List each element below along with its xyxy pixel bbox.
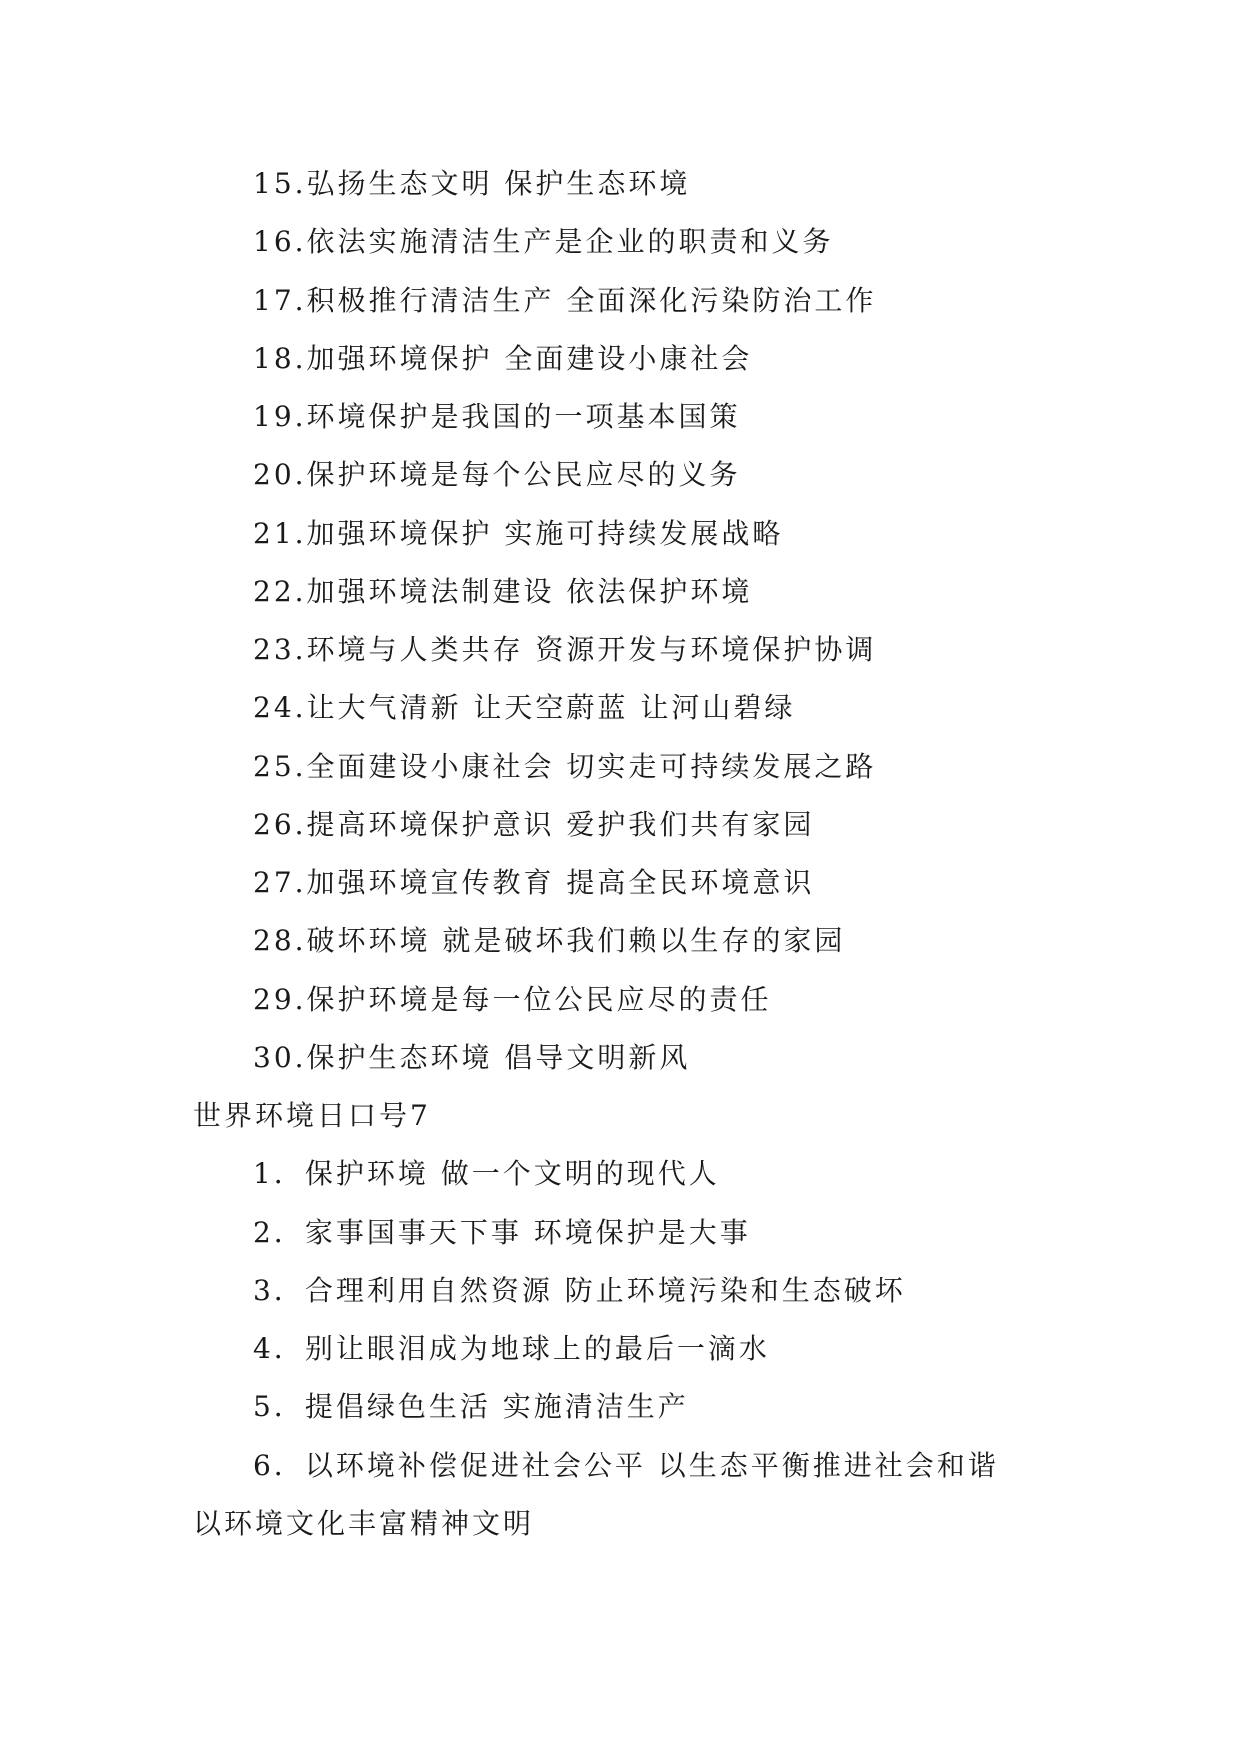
slogan-15: 15.弘扬生态文明 保护生态环境 <box>253 167 691 200</box>
slogan-20: 20.保护环境是每个公民应尽的义务 <box>253 458 741 491</box>
slogan-19: 19.环境保护是我国的一项基本国策 <box>253 400 741 433</box>
slogan-24: 24.让大气清新 让天空蔚蓝 让河山碧绿 <box>253 691 796 724</box>
slogan-17: 17.积极推行清洁生产 全面深化污染防治工作 <box>253 284 877 317</box>
slogan-30: 30.保护生态环境 倡导文明新风 <box>253 1041 691 1074</box>
slogan-b-6: 6．以环境补偿促进社会公平 以生态平衡推进社会和谐 <box>253 1449 999 1482</box>
slogan-16: 16.依法实施清洁生产是企业的职责和义务 <box>253 225 834 258</box>
slogan-25: 25.全面建设小康社会 切实走可持续发展之路 <box>253 750 877 783</box>
slogan-22: 22.加强环境法制建设 依法保护环境 <box>253 575 753 608</box>
slogan-27: 27.加强环境宣传教育 提高全民环境意识 <box>253 866 815 899</box>
slogan-b-5: 5．提倡绿色生活 实施清洁生产 <box>253 1390 689 1423</box>
slogan-b-3: 3．合理利用自然资源 防止环境污染和生态破坏 <box>253 1274 906 1307</box>
slogan-23: 23.环境与人类共存 资源开发与环境保护协调 <box>253 633 877 666</box>
slogan-b-4: 4．别让眼泪成为地球上的最后一滴水 <box>253 1332 770 1365</box>
slogan-b-6-continuation: 以环境文化丰富精神文明 <box>193 1507 535 1540</box>
slogan-29: 29.保护环境是每一位公民应尽的责任 <box>253 983 772 1016</box>
slogan-b-1: 1．保护环境 做一个文明的现代人 <box>253 1157 720 1190</box>
slogan-18: 18.加强环境保护 全面建设小康社会 <box>253 342 753 375</box>
slogan-26: 26.提高环境保护意识 爱护我们共有家园 <box>253 808 815 841</box>
slogan-21: 21.加强环境保护 实施可持续发展战略 <box>253 517 784 550</box>
section-heading: 世界环境日口号7 <box>193 1099 431 1132</box>
slogan-28: 28.破坏环境 就是破坏我们赖以生存的家园 <box>253 924 846 957</box>
slogan-b-2: 2．家事国事天下事 环境保护是大事 <box>253 1216 751 1249</box>
